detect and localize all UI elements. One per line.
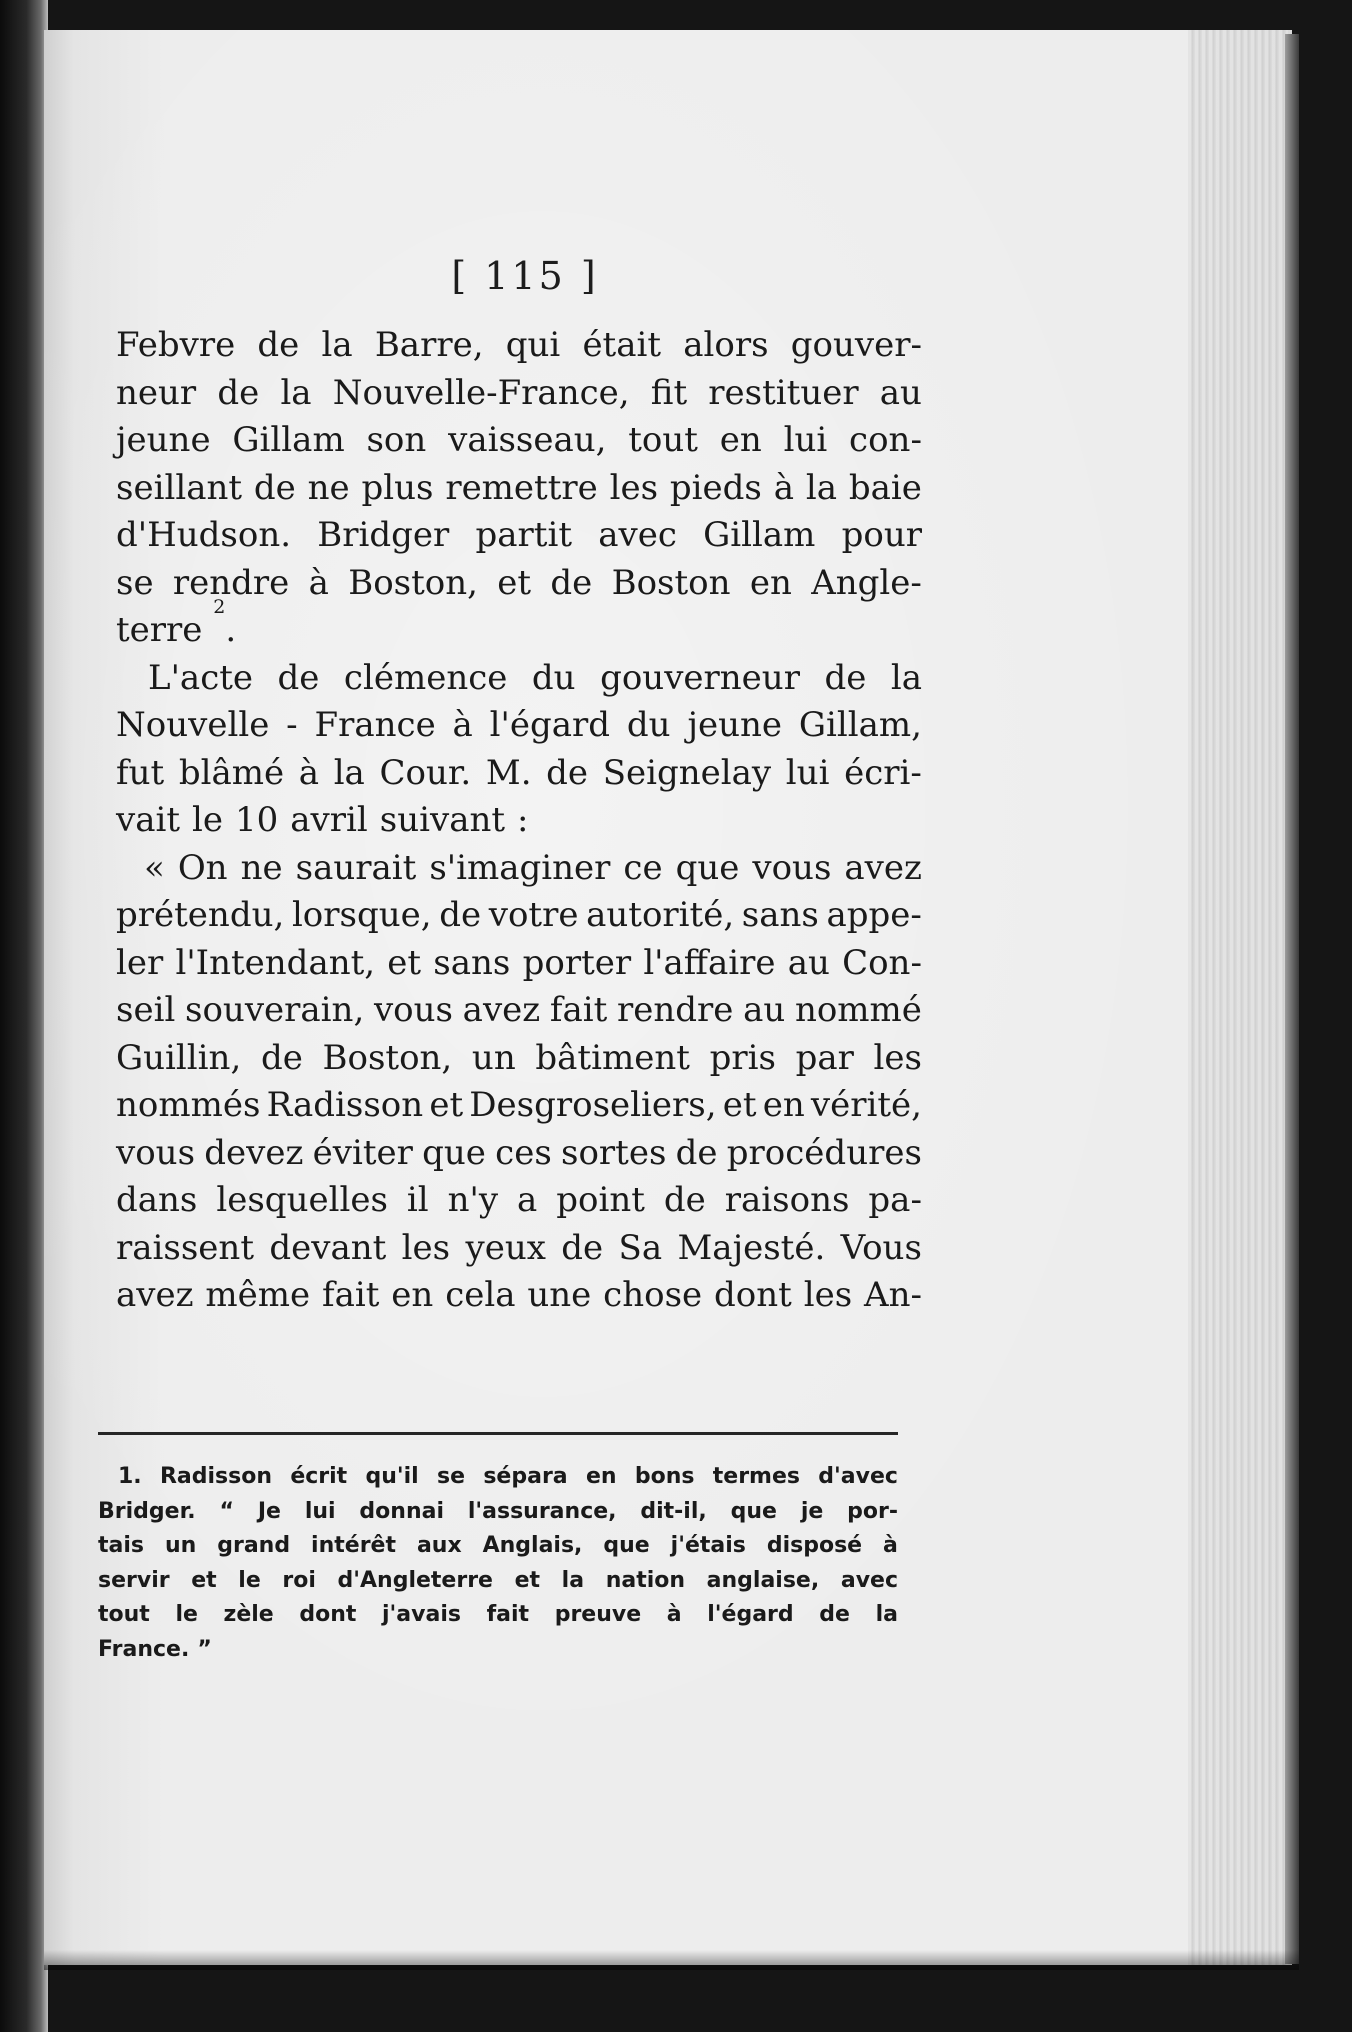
word: France. <box>98 1636 190 1662</box>
quote-line <box>116 1130 922 1178</box>
word: pris <box>709 1037 776 1078</box>
word: Nouvelle <box>116 705 270 745</box>
word: de <box>546 752 589 793</box>
footnote-reference: 2 <box>213 596 226 618</box>
word: fut <box>116 752 165 793</box>
word: An- <box>864 1275 922 1315</box>
word: Bridger. <box>98 1498 196 1524</box>
word: a <box>517 1180 538 1220</box>
word: s'imaginer <box>429 847 611 888</box>
word: gouverneur <box>600 657 800 698</box>
word: à <box>773 467 794 508</box>
word: rendre <box>172 562 290 603</box>
word: et <box>191 1567 217 1593</box>
word: Con- <box>842 942 922 983</box>
word: que <box>422 1132 486 1173</box>
word: Radisson <box>266 1085 424 1125</box>
word: fait <box>486 1602 530 1627</box>
word: et <box>497 562 532 603</box>
word: il <box>406 1180 429 1220</box>
word: Bridger <box>317 515 450 555</box>
word: lui <box>783 420 828 460</box>
word: de <box>257 325 300 365</box>
word: prétendu, <box>116 895 285 935</box>
word: de <box>561 1227 604 1268</box>
word: Desgroseliers, <box>469 1085 717 1125</box>
word: avec <box>840 1567 898 1593</box>
quote-line <box>116 1177 922 1225</box>
word: Gillam <box>232 420 345 460</box>
word: Nouvelle-France, <box>332 372 630 413</box>
body-line <box>116 560 922 608</box>
word: ne <box>307 467 350 508</box>
body-line <box>116 797 922 845</box>
page-bottom-shadow <box>44 1950 1299 1970</box>
word: “ <box>219 1498 234 1524</box>
word: intérêt <box>311 1533 396 1558</box>
page-stack-shadow <box>1285 34 1299 1964</box>
word: souverain, <box>185 990 365 1030</box>
word: en <box>762 1085 805 1125</box>
word: lui <box>785 752 830 793</box>
word: clémence <box>343 657 508 698</box>
word: nation <box>605 1567 686 1593</box>
word: jeune <box>687 705 783 745</box>
word: la <box>333 752 365 793</box>
word: d'avec <box>818 1464 898 1489</box>
word: l'égard <box>707 1602 794 1627</box>
quote-line <box>116 892 922 940</box>
word: avril <box>290 800 368 840</box>
word: de <box>217 372 260 413</box>
word: Boston, <box>322 1037 453 1078</box>
word: de <box>663 1180 706 1220</box>
word: un <box>164 1533 197 1558</box>
word: n'y <box>447 1180 499 1220</box>
footnote-line <box>98 1598 898 1633</box>
word: à <box>298 752 320 793</box>
footnote-line <box>98 1460 898 1495</box>
word: Angle- <box>811 562 922 603</box>
footnote-line <box>98 1633 898 1668</box>
word: bâtiment <box>535 1037 690 1078</box>
word: remettre <box>445 467 598 508</box>
word: lesquelles <box>216 1180 388 1220</box>
word: nommés <box>116 1085 261 1125</box>
word: fait <box>322 1275 380 1315</box>
word: le <box>175 1602 198 1627</box>
word: avez <box>844 847 922 888</box>
word: à <box>883 1533 898 1558</box>
word: un <box>471 1037 516 1078</box>
word: à <box>308 562 329 603</box>
footnote-line <box>98 1564 898 1599</box>
word: yeux <box>465 1227 546 1268</box>
body-line <box>116 596 922 655</box>
word: raisons <box>724 1180 850 1220</box>
word: Boston <box>611 562 731 603</box>
word: le <box>192 800 224 840</box>
quote-line <box>116 987 922 1035</box>
word: avez <box>462 990 541 1030</box>
word: 1. <box>118 1464 142 1489</box>
word: fait <box>549 990 608 1030</box>
quote-line <box>116 1225 922 1273</box>
body-line <box>116 750 922 798</box>
word: en <box>585 1464 617 1489</box>
word: Cour. <box>379 752 472 793</box>
word: ces <box>495 1132 552 1173</box>
word: vait <box>116 800 181 840</box>
word: Gillam <box>703 515 816 555</box>
word: même <box>205 1275 311 1315</box>
word: de <box>260 1037 303 1078</box>
word: baie <box>848 467 922 508</box>
word: de <box>277 657 320 698</box>
word: jeune <box>116 420 211 460</box>
word: que <box>675 847 740 888</box>
word: de <box>824 657 867 698</box>
word: vous <box>373 990 453 1030</box>
word: vérité, <box>810 1085 922 1125</box>
word: se <box>437 1464 466 1489</box>
quote-line <box>116 1272 922 1320</box>
word: que <box>603 1533 650 1558</box>
word: d'Angleterre <box>337 1567 493 1593</box>
word: ler <box>116 942 164 983</box>
word: vaisseau, <box>448 420 607 460</box>
word: au <box>743 990 786 1030</box>
word: dans <box>116 1180 198 1220</box>
word: en <box>749 562 792 603</box>
word: rendre <box>616 990 734 1030</box>
word: du <box>531 657 576 698</box>
word: L'acte <box>148 657 254 698</box>
word: bons <box>634 1464 695 1489</box>
word: donnai <box>359 1498 444 1524</box>
facing-page-edge <box>0 0 48 2032</box>
word: tout <box>628 420 698 460</box>
word: la <box>875 1602 898 1627</box>
word: raissent <box>116 1227 254 1268</box>
word: du <box>626 705 671 745</box>
word: tais <box>98 1533 144 1558</box>
word: au <box>879 372 922 413</box>
word: dit-il, <box>640 1498 707 1524</box>
word: zèle <box>223 1602 274 1627</box>
word: d'Hudson. <box>116 515 292 555</box>
word: con- <box>849 420 922 460</box>
word: devez <box>204 1132 304 1173</box>
word: por- <box>847 1498 898 1524</box>
word: nommé <box>794 990 922 1030</box>
word: sans <box>433 942 511 983</box>
word: partit <box>475 515 572 555</box>
word: vous <box>752 847 832 888</box>
word: les <box>873 1037 922 1078</box>
word: éviter <box>312 1132 413 1173</box>
word: au <box>787 942 830 983</box>
body-line <box>116 465 922 513</box>
word: gouver- <box>790 325 922 365</box>
word: fit <box>650 372 688 413</box>
word: alors <box>683 325 769 365</box>
word: point <box>556 1180 645 1220</box>
quote-line <box>116 1035 922 1083</box>
body-line-end: . <box>225 610 237 650</box>
word: la <box>805 467 837 508</box>
word: de <box>819 1602 850 1627</box>
word: écrit <box>290 1464 348 1489</box>
word: dont <box>299 1602 357 1627</box>
word: sans <box>741 895 819 935</box>
word: à <box>452 705 473 745</box>
word: pour <box>841 515 922 555</box>
word: plus <box>361 467 434 508</box>
word: Anglais, <box>482 1533 583 1558</box>
quote-line <box>116 1082 922 1130</box>
quote-line <box>116 845 922 893</box>
word: disposé <box>766 1533 863 1558</box>
word: de <box>439 895 482 935</box>
word: avec <box>598 515 677 555</box>
word: et <box>722 1085 757 1125</box>
word: dont <box>714 1275 792 1315</box>
page-stack-edge <box>1188 30 1288 1965</box>
word: cela <box>445 1275 516 1315</box>
word: la <box>321 325 353 365</box>
word: autorité, <box>586 895 735 935</box>
word: une <box>527 1275 592 1315</box>
word: grand <box>217 1533 291 1558</box>
word: les <box>803 1275 853 1315</box>
word: « <box>144 847 165 888</box>
word: avez <box>116 1275 194 1315</box>
body-line <box>116 512 922 560</box>
word: termes <box>712 1464 800 1489</box>
word: : <box>517 800 529 840</box>
word: servir <box>98 1567 170 1593</box>
word: - <box>286 705 298 745</box>
body-line <box>116 322 922 370</box>
word: votre <box>488 895 579 935</box>
word: se <box>116 562 154 603</box>
word: sortes <box>561 1132 667 1173</box>
word: la <box>561 1567 585 1593</box>
word: à <box>666 1602 682 1627</box>
word: les <box>401 1227 451 1268</box>
word: en <box>391 1275 434 1315</box>
word: Barre, <box>374 325 484 365</box>
word: par <box>795 1037 854 1078</box>
word: les <box>609 467 659 508</box>
word: suivant <box>379 800 506 840</box>
word: seillant <box>116 467 243 508</box>
word: qu'il <box>365 1464 419 1489</box>
body-text <box>116 322 922 1320</box>
word: restituer <box>708 372 859 413</box>
word: vous <box>116 1132 196 1173</box>
word: Je <box>257 1498 281 1524</box>
body-line <box>116 417 922 465</box>
footnote-rule <box>98 1432 898 1435</box>
word: blâmé <box>178 752 285 793</box>
word: et <box>429 1085 464 1125</box>
body-line <box>116 702 922 750</box>
word: je <box>800 1498 824 1524</box>
word: appe- <box>826 895 922 935</box>
word: 10 <box>235 800 279 840</box>
word: lui <box>304 1498 336 1524</box>
word: France <box>314 705 436 745</box>
page-number: [ 115 ] <box>451 254 599 298</box>
word: j'étais <box>670 1533 746 1558</box>
word: tout <box>98 1602 150 1627</box>
word: anglaise, <box>706 1567 820 1593</box>
word: écri- <box>844 752 922 793</box>
footnote-line <box>98 1529 898 1564</box>
word: j'avais <box>382 1602 461 1627</box>
word: Febvre <box>116 325 236 365</box>
quote-line <box>116 940 922 988</box>
word: qui <box>505 325 561 365</box>
word: seil <box>116 990 176 1030</box>
word: aux <box>416 1533 462 1558</box>
word: Gillam, <box>798 705 922 745</box>
word: chose <box>603 1275 703 1315</box>
body-line-text: terre <box>116 610 203 650</box>
word: la <box>280 372 312 413</box>
word: la <box>890 657 922 698</box>
word: ” <box>197 1636 212 1662</box>
word: Majesté. <box>677 1227 826 1268</box>
word: Guillin, <box>116 1037 242 1078</box>
word: Sa <box>618 1227 663 1268</box>
body-line <box>116 655 922 703</box>
word: de <box>550 562 593 603</box>
body-line <box>116 370 922 418</box>
word: procédures <box>726 1132 922 1173</box>
word: l'assurance, <box>467 1498 617 1524</box>
word: l'égard <box>489 705 611 745</box>
word: l'affaire <box>643 942 776 983</box>
word: saurait <box>295 847 417 888</box>
word: Seignelay <box>602 752 772 793</box>
word: et <box>387 942 422 983</box>
word: et <box>514 1567 541 1593</box>
word: Radisson <box>159 1464 273 1489</box>
word: le <box>238 1567 261 1593</box>
word: porter <box>522 942 632 983</box>
word: de <box>675 1132 718 1173</box>
word: ce <box>623 847 663 888</box>
word: était <box>582 325 662 365</box>
word: neur <box>116 372 197 413</box>
word: l'Intendant, <box>175 942 376 983</box>
word: devant <box>269 1227 387 1268</box>
word: On <box>177 847 228 888</box>
word: lorsque, <box>291 895 432 935</box>
word: que <box>730 1498 777 1524</box>
word: pieds <box>669 467 762 508</box>
word: de <box>253 467 296 508</box>
footnote <box>98 1460 898 1667</box>
word: son <box>366 420 427 460</box>
footnote-line <box>98 1495 898 1530</box>
word: pa- <box>868 1180 922 1220</box>
word: en <box>719 420 762 460</box>
word: Vous <box>840 1227 922 1268</box>
word: preuve <box>554 1602 642 1627</box>
word: M. <box>485 752 532 793</box>
word: sépara <box>483 1464 568 1489</box>
word: ne <box>240 847 283 888</box>
word: roi <box>282 1567 316 1593</box>
word: Boston, <box>348 562 478 603</box>
